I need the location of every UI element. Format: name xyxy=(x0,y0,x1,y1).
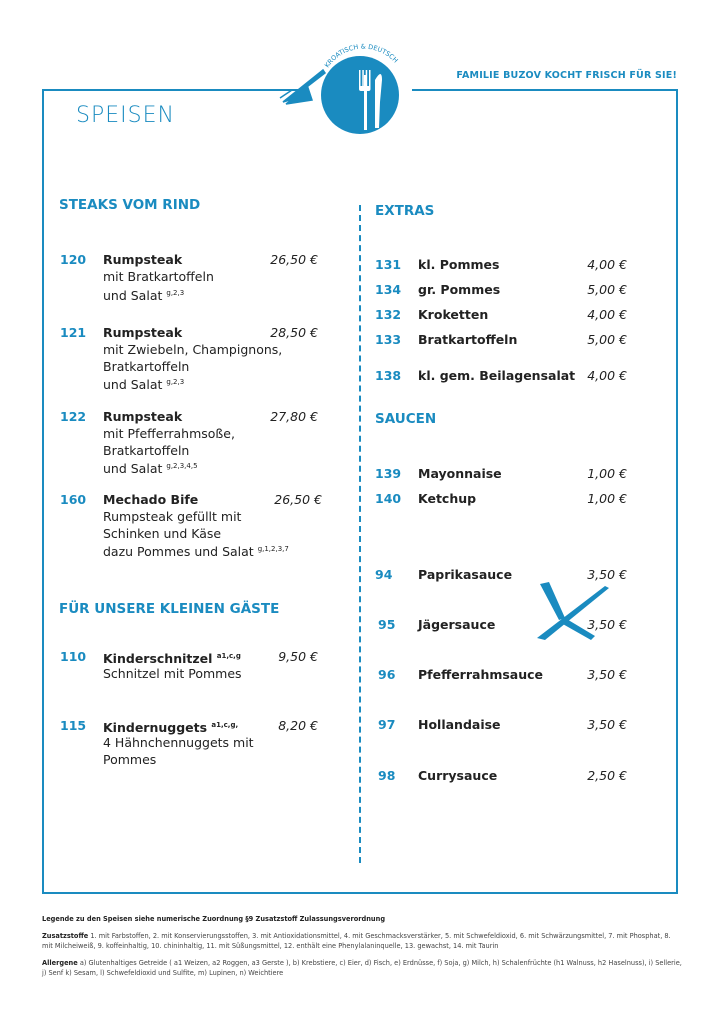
item-name xyxy=(103,324,182,341)
item-description xyxy=(103,665,242,682)
legend-footer xyxy=(42,914,682,985)
item-name xyxy=(418,306,488,323)
item-description xyxy=(103,268,214,301)
description-line xyxy=(103,358,282,375)
allergen-codes: a1,c,g xyxy=(216,652,241,660)
additives-text: 1. mit Farbstoffen, 2. mit Konservierungsstoffen, 3. mit Antioxidationsmittel, 4. mit Geschmacksverstärker, 5. mit Schwefeldioxid, 6. mit Schwärzungsmittel, 7. mit Phosphat, 8. mit Milcheiweiß, 9. koffeinhaltig, 10. chininhaltig, 11. mit Süßungsmittel, 12. enthält eine Phenylalaninquelle, 13. gewachst, 14. mit Taurin xyxy=(42,932,671,950)
item-name xyxy=(103,251,182,268)
item-name xyxy=(418,566,512,583)
item-name xyxy=(103,491,198,508)
item-price: 1,00 € xyxy=(587,466,627,481)
allergens-label: Allergene xyxy=(42,959,78,967)
item-price: 1,00 € xyxy=(587,491,627,506)
item-name-text: Hollandaise xyxy=(418,717,501,732)
item-description xyxy=(103,425,235,475)
item-name xyxy=(418,767,497,784)
item-number: 132 xyxy=(375,307,402,322)
item-price: 26,50 € xyxy=(270,252,318,267)
frame-border xyxy=(412,89,678,91)
description-line xyxy=(103,751,254,768)
item-price: 3,50 € xyxy=(587,667,627,682)
item-name-text: Rumpsteak xyxy=(103,325,183,340)
description-text: und Salat xyxy=(103,461,163,476)
item-number: 96 xyxy=(378,667,396,682)
item-name xyxy=(103,408,182,425)
item-name-text: Pfefferrahmsauce xyxy=(418,667,544,682)
description-text: mit Bratkartoffeln xyxy=(103,269,214,284)
description-line xyxy=(103,541,289,558)
item-number: 134 xyxy=(375,282,402,297)
item-number: 131 xyxy=(375,257,402,272)
item-price: 3,50 € xyxy=(587,617,627,632)
item-name xyxy=(418,616,495,633)
item-name-text: Kindernuggets xyxy=(103,720,208,735)
allergen-codes: g,2,3 xyxy=(166,288,185,297)
item-name-text: Kroketten xyxy=(418,307,489,322)
description-line xyxy=(103,734,254,751)
item-name-text: gr. Pommes xyxy=(418,282,501,297)
item-name-text: Rumpsteak xyxy=(103,409,183,424)
item-price: 3,50 € xyxy=(587,567,627,582)
item-number: 98 xyxy=(378,768,396,783)
item-number: 160 xyxy=(60,492,87,507)
item-number: 138 xyxy=(375,368,402,383)
additives-label: Zusatzstoffe xyxy=(42,932,89,940)
section-heading-steaks: STEAKS VOM RIND xyxy=(59,197,201,213)
item-number: 140 xyxy=(375,491,402,506)
column-divider xyxy=(359,205,361,863)
item-price: 4,00 € xyxy=(587,368,627,383)
item-price: 4,00 € xyxy=(587,307,627,322)
item-number: 115 xyxy=(60,718,87,733)
description-text: dazu Pommes und Salat xyxy=(103,544,254,559)
description-text: Bratkartoffeln xyxy=(103,442,190,458)
item-price: 3,50 € xyxy=(587,717,627,732)
item-price: 5,00 € xyxy=(587,332,627,347)
allergen-codes: g,2,3 xyxy=(166,378,185,386)
item-price: 27,80 € xyxy=(270,409,318,424)
item-name-text: Kinderschnitzel xyxy=(103,651,213,666)
description-text: Rumpsteak gefüllt mit xyxy=(103,509,242,524)
description-text: mit Zwiebeln, Champignons, xyxy=(103,342,283,357)
page-title: SPEISEN xyxy=(76,103,175,128)
item-name-text: Currysauce xyxy=(418,768,498,783)
allergens-text: a) Glutenhaltiges Getreide ( a1 Weizen, a2 Roggen, a3 Gerste ), b) Krebstiere, c) Eier, d) Fisch, e) Erdnüsse, f) Soja, g) Milch, h) Schalenfrüchte (h1 Walnuss, h2 Haselnuss), i) Sellerie, j) Senf k) Sesam, l) Schwefeldioxid und Sulfite, m) Lupinen, n) Weichtiere xyxy=(42,959,682,977)
item-name xyxy=(418,490,476,507)
allergen-codes: g,1,2,3,7 xyxy=(257,545,289,553)
section-heading-extras: EXTRAS xyxy=(375,203,435,219)
item-name-text: kl. gem. Beilagensalat xyxy=(418,368,576,383)
item-description xyxy=(103,734,254,767)
logo xyxy=(278,40,408,135)
item-price: 2,50 € xyxy=(587,768,627,783)
item-name-text: Mayonnaise xyxy=(418,466,502,481)
description-text: Pommes xyxy=(103,751,157,767)
description-text: mit Pfefferrahmsoße, xyxy=(103,426,235,441)
item-price: 28,50 € xyxy=(270,325,318,340)
item-name-text: Paprikasauce xyxy=(418,567,513,582)
description-text: Bratkartoffeln xyxy=(103,358,190,374)
description-line xyxy=(103,665,242,682)
item-name xyxy=(418,256,499,273)
item-name-text: kl. Pommes xyxy=(418,257,500,272)
item-description xyxy=(103,508,289,558)
item-number: 97 xyxy=(378,717,396,732)
description-text: und Salat xyxy=(103,287,163,303)
description-line xyxy=(103,525,289,542)
item-number: 121 xyxy=(60,325,87,340)
description-line xyxy=(103,374,282,391)
description-text: Schinken und Käse xyxy=(103,525,222,541)
item-number: 95 xyxy=(378,617,396,632)
description-line xyxy=(103,458,235,475)
item-price: 4,00 € xyxy=(587,257,627,272)
description-line xyxy=(103,268,214,285)
item-number: 139 xyxy=(375,466,402,481)
item-name xyxy=(418,331,517,348)
item-number: 94 xyxy=(375,567,393,582)
description-text: und Salat xyxy=(103,377,163,392)
item-name xyxy=(418,666,543,683)
item-price: 8,20 € xyxy=(278,718,318,733)
description-text: 4 Hähnchennuggets mit xyxy=(103,735,254,750)
description-line xyxy=(103,425,235,442)
description-line xyxy=(103,442,235,459)
item-name xyxy=(418,281,500,298)
frame-border xyxy=(42,892,678,894)
airplane-icon xyxy=(535,578,615,643)
allergen-codes: a1,c,g, xyxy=(211,721,239,729)
svg-text:KROATISCH & DEUTSCH: KROATISCH & DEUTSCH xyxy=(323,42,400,70)
item-name-text: Ketchup xyxy=(418,491,477,506)
frame-border xyxy=(676,89,678,894)
item-name xyxy=(418,465,502,482)
tagline: FAMILIE BUZOV KOCHT FRISCH FÜR SIE! xyxy=(456,70,677,81)
item-number: 133 xyxy=(375,332,402,347)
item-name-text: Bratkartoffeln xyxy=(418,332,518,347)
legend-title: Legende zu den Speisen siehe numerische Zuordnung §9 Zusatzstoff Zulassungsverordnung xyxy=(42,915,386,923)
item-number: 122 xyxy=(60,409,87,424)
item-description xyxy=(103,341,282,391)
description-text: Schnitzel mit Pommes xyxy=(103,666,242,681)
allergen-codes: g,2,3,4,5 xyxy=(166,462,198,470)
section-heading-kids: FÜR UNSERE KLEINEN GÄSTE xyxy=(59,601,280,617)
description-line xyxy=(103,341,282,358)
frame-border xyxy=(42,89,307,91)
item-number: 120 xyxy=(60,252,87,267)
item-name xyxy=(418,716,501,733)
description-line xyxy=(103,508,289,525)
item-price: 5,00 € xyxy=(587,282,627,297)
description-line xyxy=(103,285,214,302)
item-name-text: Mechado Bife xyxy=(103,492,199,507)
item-number: 110 xyxy=(60,649,87,664)
item-name-text: Jägersauce xyxy=(418,617,496,632)
item-price: 9,50 € xyxy=(278,649,318,664)
item-price: 26,50 € xyxy=(274,492,322,507)
section-heading-sauces: SAUCEN xyxy=(375,411,437,427)
item-name-text: Rumpsteak xyxy=(103,252,183,267)
frame-border xyxy=(42,89,44,894)
